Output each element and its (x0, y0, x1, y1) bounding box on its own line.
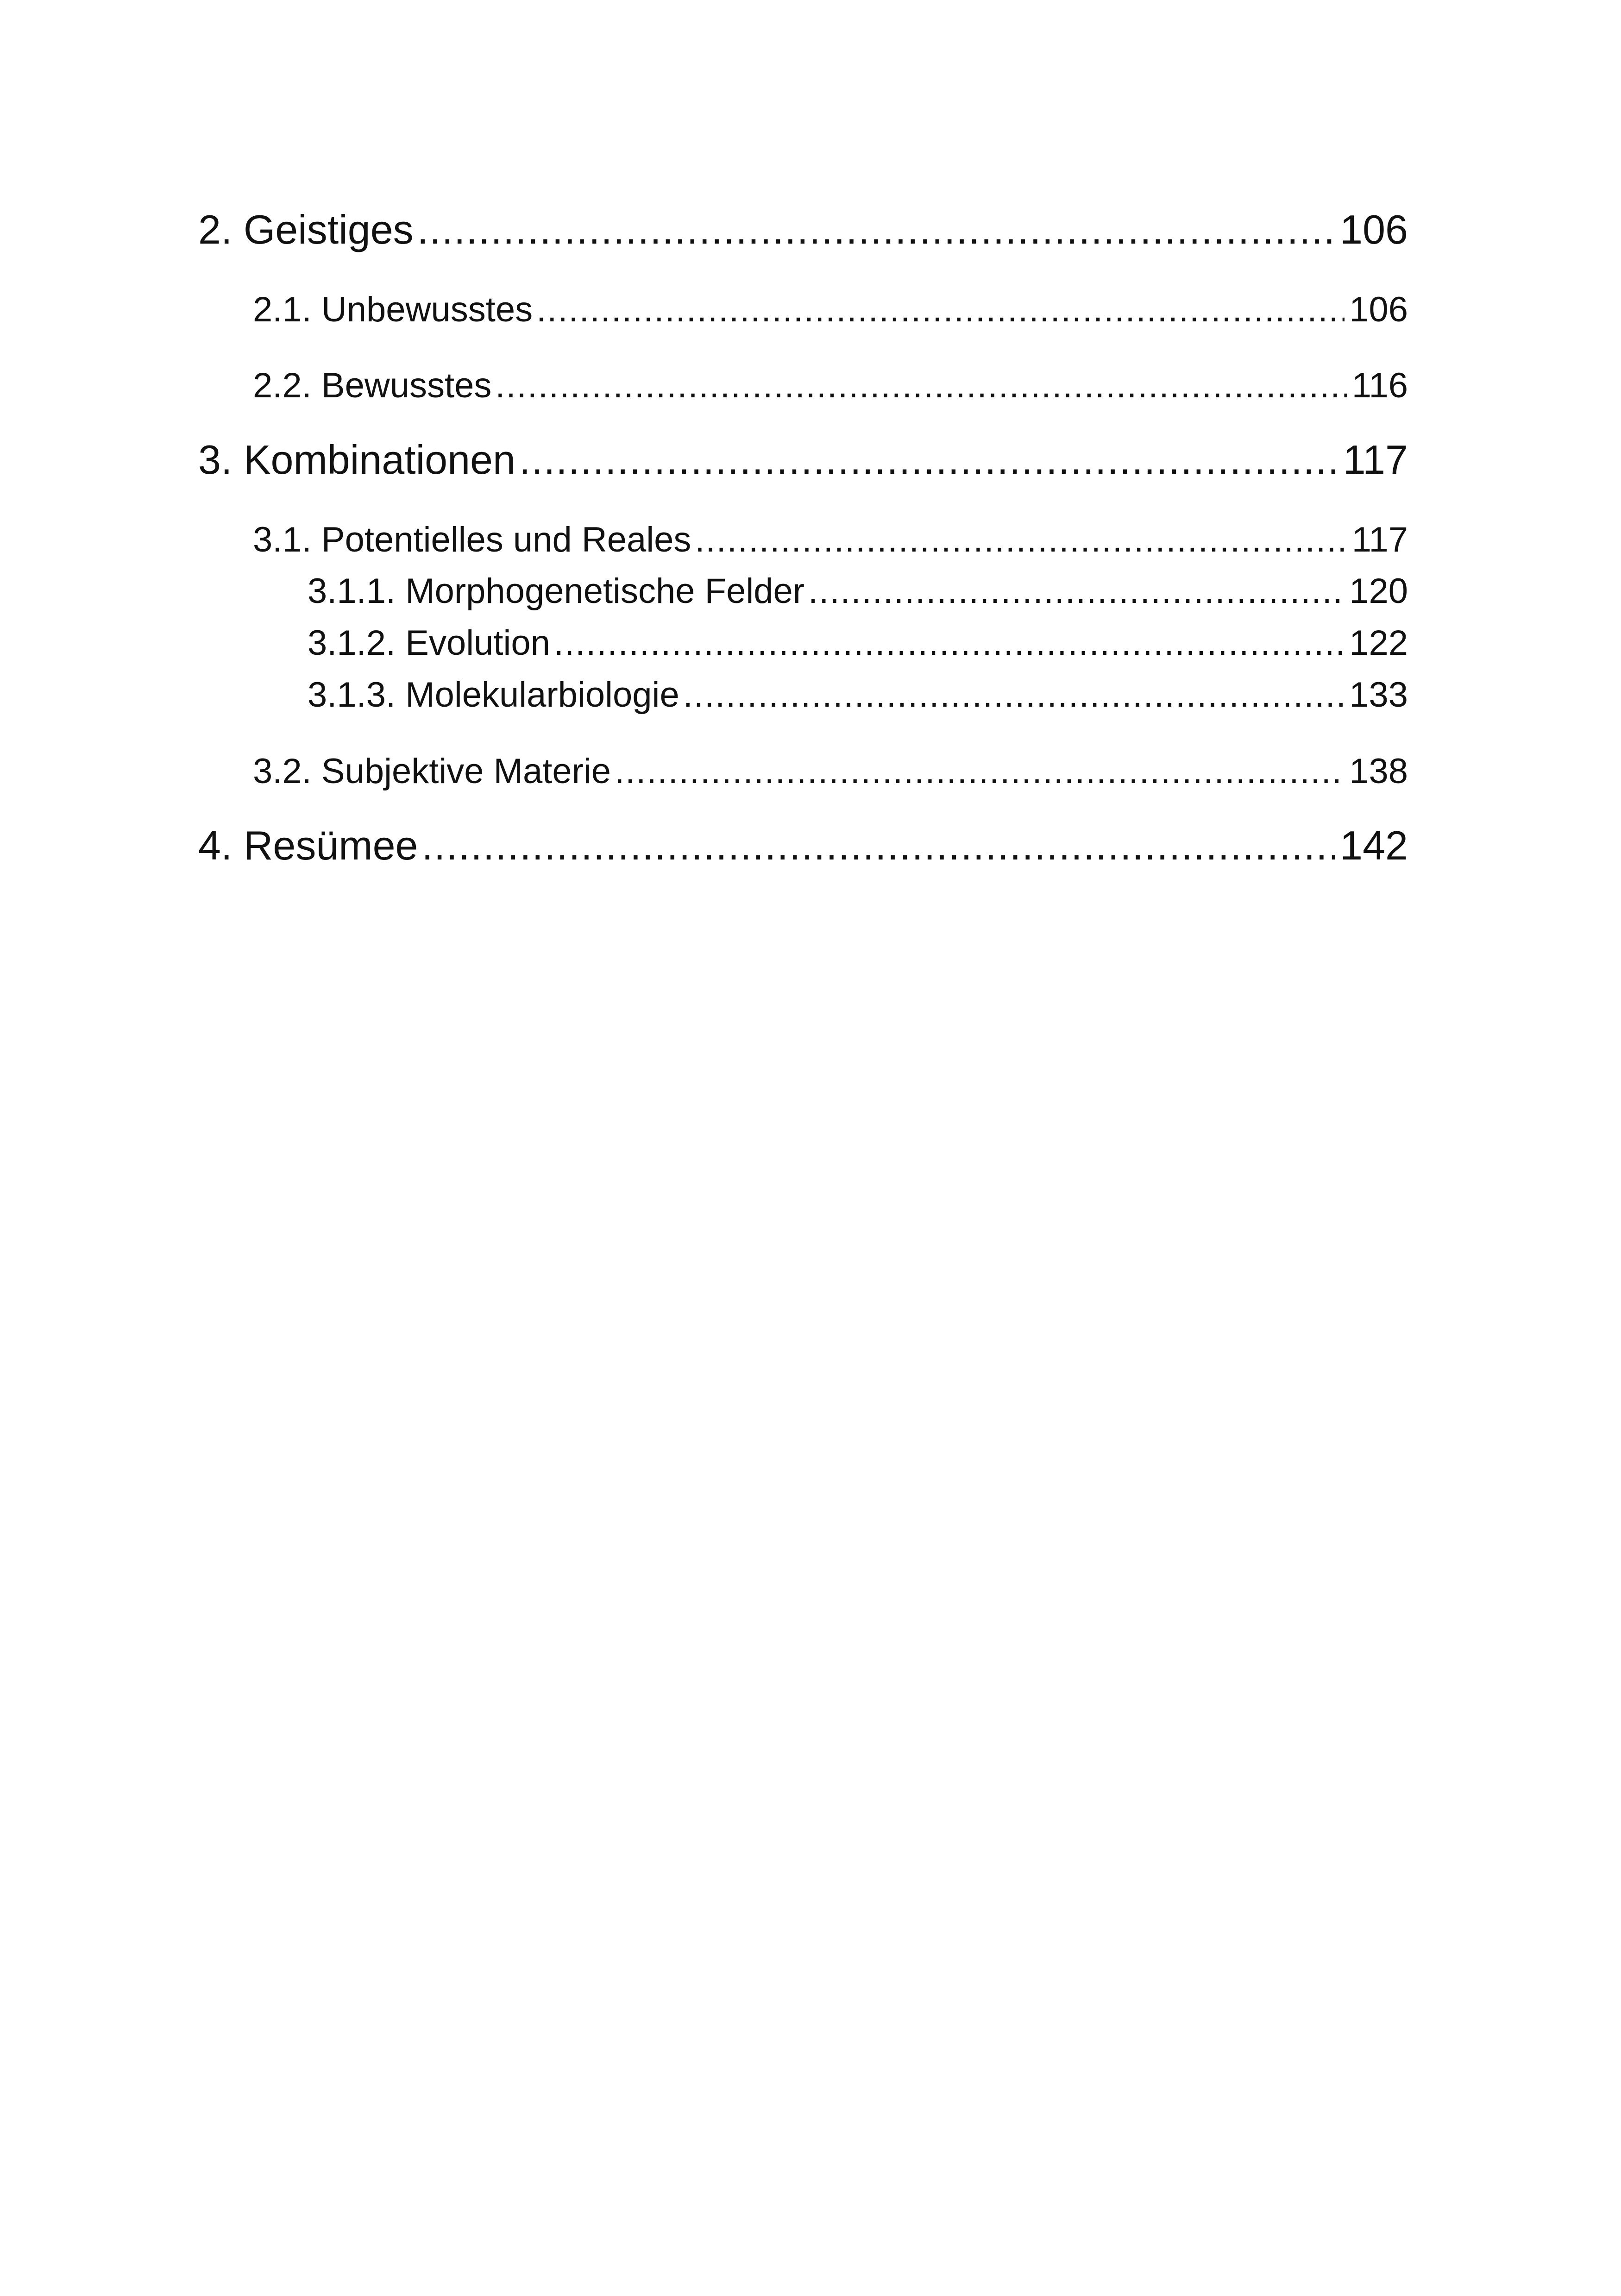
dot-leader (536, 289, 1345, 330)
toc-entry-page: 116 (1351, 366, 1408, 405)
toc-entry-3-1-3[interactable] (308, 675, 1408, 715)
toc-entry-2-1[interactable] (253, 289, 1408, 330)
toc-entry-3-2[interactable] (253, 751, 1408, 791)
toc-entry-page: 117 (1343, 437, 1408, 483)
toc-entry-label: 3.1.1. Morphogenetische Felder (308, 571, 805, 611)
toc-entry-2-2[interactable] (253, 365, 1408, 406)
toc-entry-3[interactable] (198, 436, 1408, 483)
toc-entry-label: 3.1. Potentielles und Reales (253, 520, 691, 559)
dot-leader (519, 436, 1338, 483)
toc-entry-label: 3. Kombinationen (198, 437, 515, 483)
toc-entry-page: 133 (1349, 675, 1408, 715)
toc-entry-page: 117 (1351, 520, 1408, 559)
toc-entry-label: 4. Resümee (198, 822, 418, 868)
dot-leader (495, 365, 1347, 406)
toc-entry-page: 142 (1340, 822, 1408, 868)
dot-leader (417, 206, 1336, 253)
toc-entry-2[interactable] (198, 206, 1408, 253)
dot-leader (615, 751, 1345, 791)
toc-entry-label: 3.1.3. Molekularbiologie (308, 675, 679, 715)
toc-entry-page: 138 (1349, 752, 1408, 791)
dot-leader (683, 675, 1345, 715)
toc-entry-label: 3.1.2. Evolution (308, 623, 550, 663)
toc-entry-page: 120 (1349, 571, 1408, 611)
toc-entry-4[interactable] (198, 822, 1408, 869)
dot-leader (554, 623, 1345, 663)
toc-entry-3-1[interactable] (253, 520, 1408, 560)
toc-entry-page: 122 (1349, 623, 1408, 663)
toc-entry-3-1-2[interactable] (308, 623, 1408, 663)
toc-entry-label: 2. Geistiges (198, 207, 414, 252)
dot-leader (808, 571, 1345, 611)
toc-entry-3-1-1[interactable] (308, 571, 1408, 611)
dot-leader (695, 520, 1347, 560)
toc-entry-label: 2.1. Unbewusstes (253, 290, 533, 329)
toc-entry-page: 106 (1349, 290, 1408, 329)
toc-entry-label: 3.2. Subjektive Materie (253, 752, 611, 791)
toc-entry-label: 2.2. Bewusstes (253, 366, 492, 405)
toc-entry-page: 106 (1340, 207, 1408, 252)
dot-leader (421, 822, 1335, 869)
